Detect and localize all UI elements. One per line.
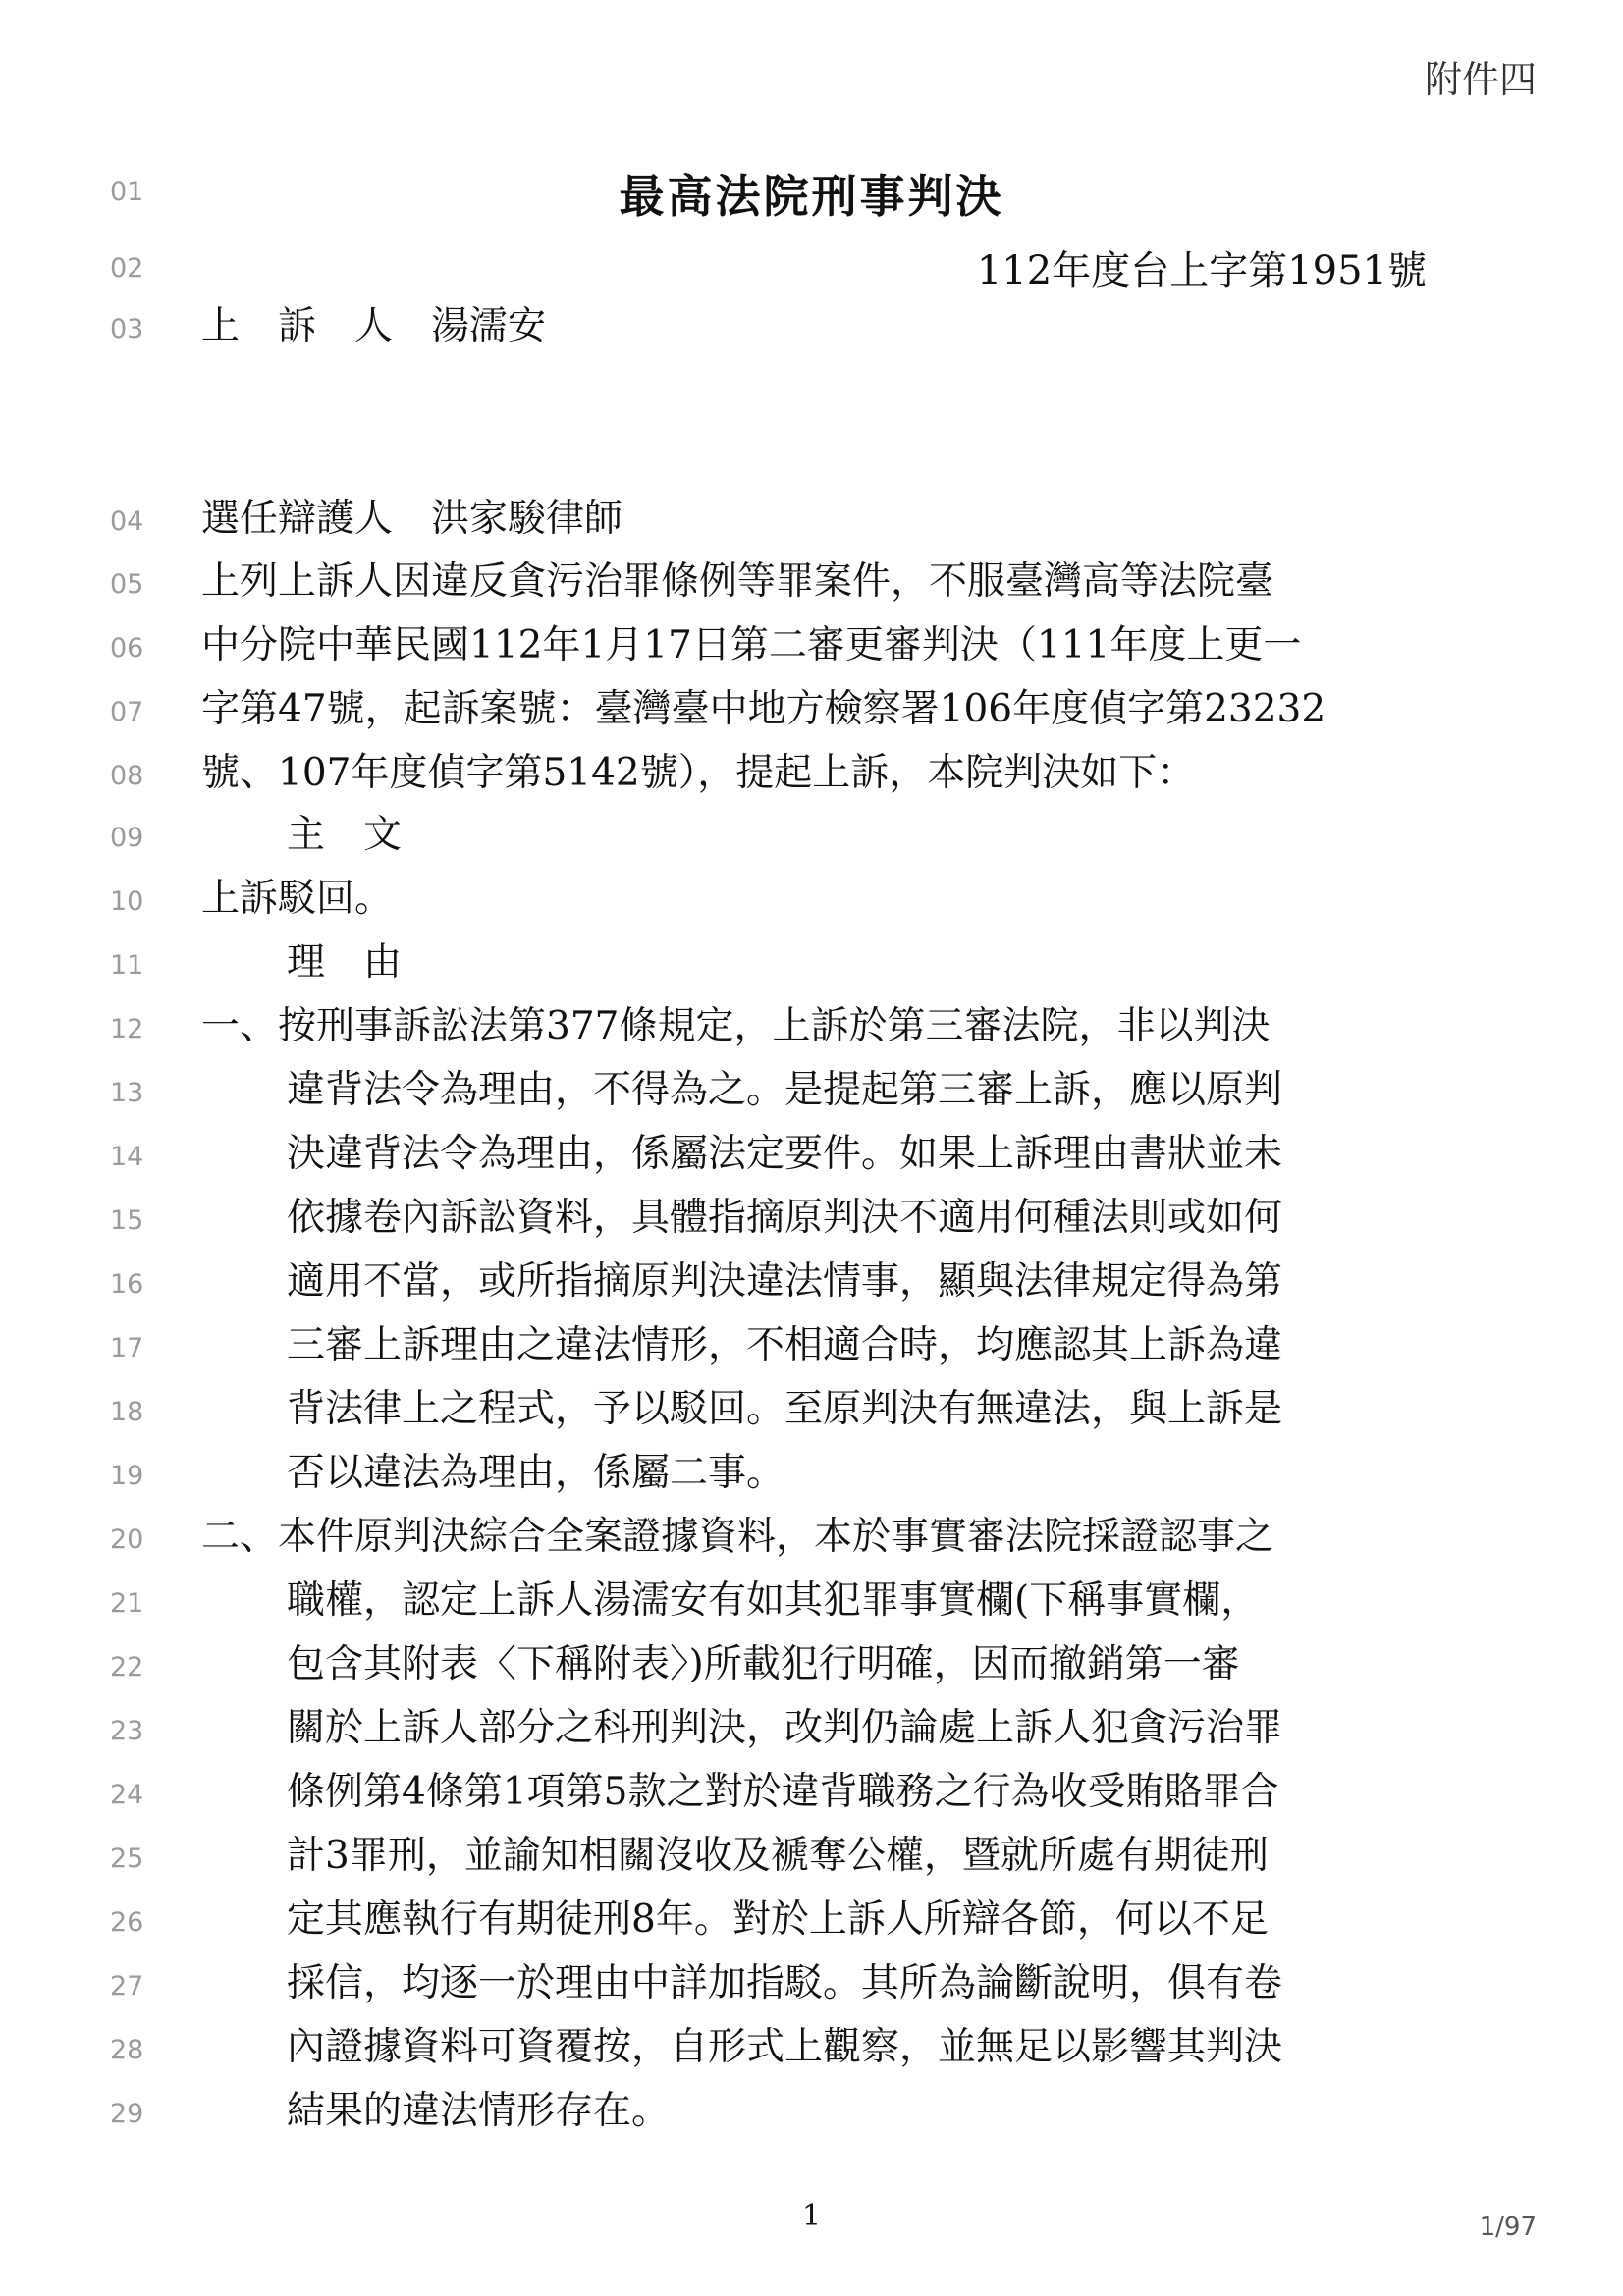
appellant-line: 上 訴 人 湯濡安	[201, 304, 547, 348]
line-number: 23	[110, 1716, 144, 1746]
body-line: 採信，均逐一於理由中詳加指駁。其所為論斷說明，俱有卷	[287, 1961, 1283, 2005]
line-number: 22	[110, 1652, 144, 1682]
case-number: 112年度台上字第1951號	[976, 248, 1427, 294]
body-line: 決違背法令為理由，係屬法定要件。如果上訴理由書狀並未	[287, 1132, 1283, 1176]
body-line: 字第47號，起訴案號：臺灣臺中地方檢察署106年度偵字第23232	[201, 687, 1326, 731]
body-line: 上訴駁回。	[201, 877, 394, 921]
body-line: 結果的違法情形存在。	[287, 2089, 671, 2133]
line-number: 29	[110, 2099, 144, 2129]
body-line: 背法律上之程式，予以駁回。至原判決有無違法，與上訴是	[287, 1387, 1283, 1431]
line-number: 14	[110, 1142, 144, 1172]
body-line: 上列上訴人因違反貪污治罪條例等罪案件，不服臺灣高等法院臺	[201, 560, 1274, 604]
line-number: 07	[110, 697, 144, 727]
section-heading-main: 主 文	[287, 813, 403, 857]
line-number: 05	[110, 569, 144, 600]
line-number: 01	[110, 177, 144, 207]
line-number: 25	[110, 1843, 144, 1874]
body-line: 關於上訴人部分之科刑判決，改判仍論處上訴人犯貪污治罪	[287, 1706, 1283, 1750]
line-number: 02	[110, 253, 144, 284]
line-number: 10	[110, 886, 144, 917]
body-line: 違背法令為理由，不得為之。是提起第三審上訴，應以原判	[287, 1068, 1283, 1112]
line-number: 13	[110, 1078, 144, 1108]
body-line: 一、按刑事訴訟法第377條規定，上訴於第三審法院，非以判決	[201, 1004, 1271, 1048]
line-number: 09	[110, 823, 144, 853]
defender-line: 選任辯護人 洪家駿律師	[201, 497, 623, 541]
line-number: 26	[110, 1907, 144, 1938]
line-number: 04	[110, 507, 144, 537]
line-number: 08	[110, 761, 144, 791]
line-number: 19	[110, 1461, 144, 1491]
line-number: 28	[110, 2035, 144, 2065]
line-number: 27	[110, 1971, 144, 2002]
line-number: 24	[110, 1780, 144, 1810]
body-line: 否以違法為理由，係屬二事。	[287, 1451, 785, 1495]
line-number: 20	[110, 1524, 144, 1555]
section-heading-reason: 理 由	[287, 940, 403, 985]
line-number: 12	[110, 1014, 144, 1044]
body-line: 三審上訴理由之違法情形，不相適合時，均應認其上訴為違	[287, 1323, 1283, 1367]
body-line: 二、本件原判決綜合全案證據資料，本於事實審法院採證認事之	[201, 1515, 1274, 1559]
line-number: 15	[110, 1205, 144, 1236]
page-count: 1/97	[1479, 2213, 1537, 2242]
body-line: 依據卷內訴訟資料，具體指摘原判決不適用何種法則或如何	[287, 1196, 1283, 1240]
body-line: 計3罪刑，並諭知相關沒收及褫奪公權，暨就所處有期徒刑	[287, 1834, 1269, 1878]
line-number: 11	[110, 950, 144, 981]
body-line: 定其應執行有期徒刑8年。對於上訴人所辯各節，何以不足	[287, 1897, 1269, 1942]
body-line: 條例第4條第1項第5款之對於違背職務之行為收受賄賂罪合	[287, 1770, 1279, 1814]
attachment-label: 附件四	[1424, 58, 1537, 101]
line-number: 21	[110, 1588, 144, 1619]
body-line: 內證據資料可資覆按，自形式上觀察，並無足以影響其判決	[287, 2025, 1283, 2069]
page-number: 1	[801, 2199, 822, 2233]
body-line: 中分院中華民國112年1月17日第二審更審判決（111年度上更一	[201, 623, 1302, 667]
page-title: 最高法院刑事判決	[619, 170, 1004, 223]
body-line: 職權，認定上訴人湯濡安有如其犯罪事實欄(下稱事實欄，	[287, 1578, 1260, 1623]
body-line: 包含其附表〈下稱附表〉)所載犯行明確，因而撤銷第一審	[287, 1642, 1240, 1686]
line-number: 18	[110, 1397, 144, 1427]
line-number: 06	[110, 633, 144, 664]
body-line: 號、107年度偵字第5142號），提起上訴，本院判決如下：	[201, 751, 1196, 795]
line-number: 03	[110, 314, 144, 345]
line-number: 16	[110, 1269, 144, 1300]
line-number: 17	[110, 1333, 144, 1363]
body-line: 適用不當，或所指摘原判決違法情事，顯與法律規定得為第	[287, 1259, 1283, 1304]
